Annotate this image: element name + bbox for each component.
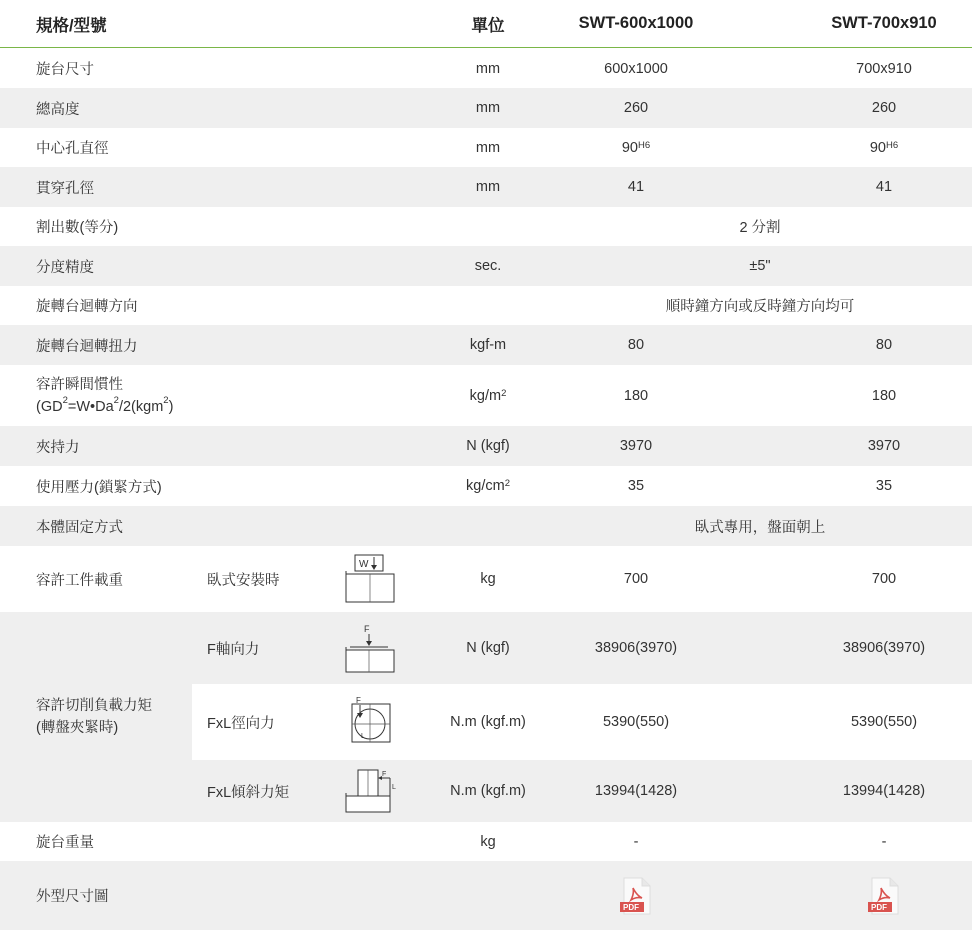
row-value-model2: - xyxy=(881,833,887,850)
table-row xyxy=(192,684,972,760)
row-unit: mm xyxy=(475,60,501,77)
pdf-file-icon[interactable] xyxy=(618,876,654,916)
table-row xyxy=(0,365,972,426)
row-sublabel: FxL傾斜力矩 xyxy=(207,784,290,801)
pdf-download-model1[interactable] xyxy=(566,861,706,930)
svg-text:L: L xyxy=(361,733,365,740)
row-unit: kg xyxy=(480,571,496,587)
table-row xyxy=(0,822,972,861)
row-value-model2: 35 xyxy=(875,478,893,494)
row-label: 外型尺寸圖 xyxy=(36,889,109,905)
row-label: 旋轉台迴轉方向 xyxy=(36,299,138,315)
row-value-model1: 35 xyxy=(627,478,645,494)
row-label: 分度精度 xyxy=(36,259,94,276)
svg-text:PDF: PDF xyxy=(871,902,887,912)
row-value-model2: 700x910 xyxy=(856,60,912,77)
spec-header: 規格/型號 xyxy=(36,16,107,35)
table-row xyxy=(192,612,972,684)
row-label: 容許工件載重 xyxy=(36,572,123,589)
row-unit: kgf-m xyxy=(469,337,507,353)
row-value-shared: ±5" xyxy=(749,258,771,274)
row-label: 中心孔直徑 xyxy=(36,141,109,157)
row-label: 總高度 xyxy=(36,101,80,118)
row-label: 旋台重量 xyxy=(36,835,94,851)
table-row xyxy=(0,546,972,612)
table-row xyxy=(192,760,972,822)
row-value-model1: 13994(1428) xyxy=(594,783,678,799)
model2-header: SWT-700x910 xyxy=(831,14,937,32)
row-value-shared: 臥式專用，盤面朝上 xyxy=(694,519,826,536)
row-unit: N.m (kgf.m) xyxy=(450,783,526,799)
row-label: 容許瞬間慣性 ($GD^2=W•Da^2/2(kgm^2)$ xyxy=(36,376,174,415)
svg-text:F: F xyxy=(364,624,370,634)
table-row xyxy=(0,128,972,167)
row-unit: mm xyxy=(475,139,501,156)
row-label: 容許切削負載力矩 (轉盤夾緊時) xyxy=(36,698,152,736)
row-value-model2: 260 xyxy=(871,100,897,116)
row-value-model1: 38906(3970) xyxy=(594,640,678,656)
row-value-model1: 600x1000 xyxy=(604,60,668,77)
row-unit: N (kgf) xyxy=(466,438,510,454)
row-value-model1: 5390(550) xyxy=(602,714,670,730)
radial-force-diagram-icon xyxy=(336,684,400,760)
row-label: 使用壓力(鎖緊方式) xyxy=(36,479,162,496)
pdf-download-model2[interactable] xyxy=(814,861,954,930)
row-label: 貫穿孔徑 xyxy=(36,180,94,197)
svg-text:L: L xyxy=(392,784,396,791)
svg-text:F: F xyxy=(382,771,387,778)
table-row xyxy=(0,506,972,546)
table-row xyxy=(0,861,972,930)
svg-text:W: W xyxy=(359,559,369,570)
row-value-model2: 13994(1428) xyxy=(842,783,926,799)
row-unit: N.m (kgf.m) xyxy=(450,714,526,730)
model1-header: SWT-600x1000 xyxy=(578,14,694,32)
row-value-model1: - xyxy=(633,833,639,850)
table-row xyxy=(0,246,972,286)
row-value-model2: 180 xyxy=(871,387,897,404)
row-value-model2: 41 xyxy=(875,179,893,195)
row-sublabel: F軸向力 xyxy=(207,641,260,658)
table-row xyxy=(0,325,972,365)
row-value-model2: 5390(550) xyxy=(850,714,918,730)
row-unit: kg/cm $^2$ xyxy=(466,478,510,494)
pdf-file-icon[interactable] xyxy=(866,876,902,916)
row-sublabel: 臥式安裝時 xyxy=(207,572,280,589)
row-value-model1: 90 $^{H6}$ xyxy=(621,139,651,156)
tilt-moment-diagram-icon xyxy=(336,760,400,822)
table-row xyxy=(0,286,972,325)
row-unit: mm xyxy=(475,179,501,195)
table-row xyxy=(0,88,972,128)
row-value-model1: 180 xyxy=(623,387,649,404)
workpiece-load-diagram-icon xyxy=(336,546,400,612)
svg-text:F: F xyxy=(356,696,361,705)
row-label: 夾持力 xyxy=(36,439,80,456)
row-value-model2: 700 xyxy=(871,571,897,587)
table-row xyxy=(0,466,972,506)
row-value-model2: 90 $^{H6}$ xyxy=(869,139,899,156)
row-value-shared: 順時鐘方向或反時鐘方向均可 xyxy=(665,299,855,315)
unit-header: 單位 xyxy=(471,16,505,35)
row-unit: N (kgf) xyxy=(466,640,510,656)
row-value-shared: 2 分割 xyxy=(739,220,781,236)
row-unit: kg/m $^2$ xyxy=(469,387,507,404)
row-label: 旋台尺寸 xyxy=(36,62,94,78)
table-row xyxy=(0,207,972,246)
row-label: 割出數(等分) xyxy=(36,220,119,236)
row-label: 旋轉台迴轉扭力 xyxy=(36,338,138,355)
axial-force-diagram-icon xyxy=(336,612,400,684)
table-header xyxy=(0,0,972,48)
svg-text:PDF: PDF xyxy=(623,902,639,912)
row-value-model1: 260 xyxy=(623,100,649,116)
table-row xyxy=(0,167,972,207)
row-label: 本體固定方式 xyxy=(36,519,123,536)
row-value-model1: 80 xyxy=(627,337,645,353)
row-value-model2: 38906(3970) xyxy=(842,640,926,656)
row-unit: mm xyxy=(475,100,501,116)
table-row xyxy=(0,49,972,88)
row-unit: kg xyxy=(480,833,496,850)
row-unit: sec. xyxy=(474,258,502,274)
row-value-model1: 3970 xyxy=(619,438,653,454)
row-sublabel: FxL徑向力 xyxy=(207,715,275,732)
row-value-model2: 3970 xyxy=(867,438,901,454)
table-row xyxy=(0,426,972,466)
row-value-model1: 41 xyxy=(627,179,645,195)
row-value-model2: 80 xyxy=(875,337,893,353)
row-value-model1: 700 xyxy=(623,571,649,587)
